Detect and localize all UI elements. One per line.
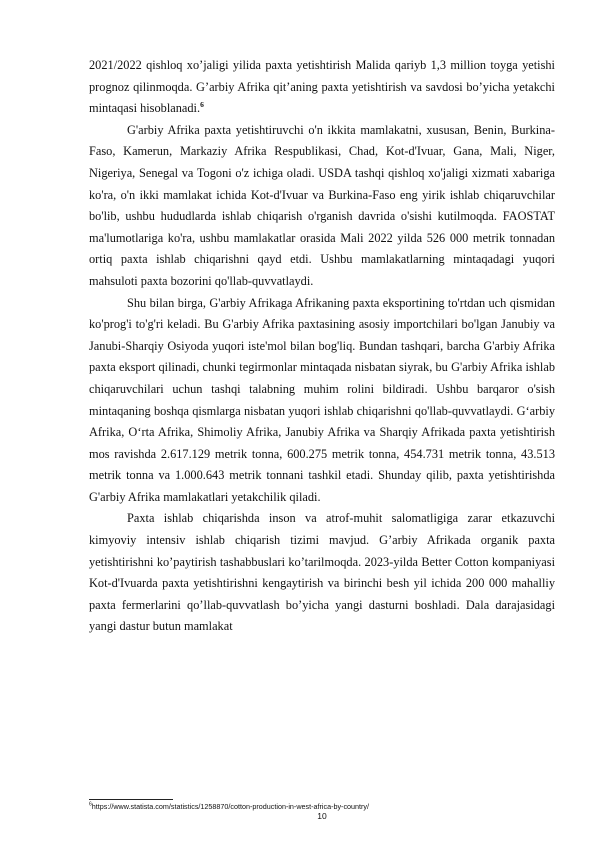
paragraph-1 bbox=[89, 55, 555, 120]
footnote-link[interactable]: https://www.statista.com/statistics/1258870/cotton-production-in-west-africa-by-country/ bbox=[91, 802, 370, 811]
document-body bbox=[89, 55, 555, 638]
paragraph-3: Shu bilan birga, G'arbiy Afrikaga Afrikaning paxta eksportining to'rtdan uch qismidan ko'prog'i to'g'ri keladi. Bu G'arbiy Afrika paxtasining asosiy importchilari bo'lgan Janubiy va Janubi-Sharqiy Osiyoda yuqori iste'mol bilan bog'liq. Bundan tashqari, barcha G'arbiy Afrika paxta eksport qilinadi, chunki tegirmonlar mintaqada nisbatan siyrak, bu G'arbiy Afrika ishlab chiqaruvchilari uchun tashqi talabning muhim rolini bildiradi. Ushbu barqaror o'sish mintaqaning boshqa qismlarga nisbatan yuqori ishlab chiqarishni qo'llab-quvvatlaydi. G‘arbiy Afrika, O‘rta Afrika, Shimoliy Afrika, Janubiy Afrika va Sharqiy Afrikada paxta yetishtirish mos ravishda 2.617.129 metrik tonna, 600.275 metrik tonna, 454.731 metrik tonna, 43.513 metrik tonna va 1.000.643 metrik tonnani tashkil etadi. Shunday qilib, paxta yetishtirishda G'arbiy Afrika mamlakatlari yetakchilik qiladi. bbox=[89, 295, 555, 504]
paragraph-4: Paxta ishlab chiqarishda inson va atrof-muhit salomatligiga zarar etkazuvchi kimyoviy intensiv ishlab chiqarish tizimi mavjud. G’arbiy Afrikada organik paxta yetishtirishni ko’paytirish tashabbuslari ko’tarilmoqda. 2023-yilda Better Cotton kompaniyasi Kot-d'Ivuarda paxta yetishtirishni kengaytirish va birinchi besh yil ichida 200 000 mahalliy paxta fermerlarini qo’llab-quvvatlash bo’yicha yangi dasturni boshladi. Dala darajasidagi yangi dastur butun mamlakat bbox=[89, 511, 555, 634]
paragraph-2: G'arbiy Afrika paxta yetishtiruvchi o'n ikkita mamlakatni, xususan, Benin, Burkina-Faso, Kamerun, Markaziy Afrika Respublikasi, Chad, Kot-d'Ivuar, Gana, Mali, Niger, Nigeriya, Senegal va Togoni o'z ichiga oladi. USDA tashqi qishloq xo'jaligi xizmati xabariga ko'ra, o'n ikki mamlakat ichida Kot-d'Ivuar va Burkina-Faso eng yirik ishlab chiqaruvchilar bo'lib, ushbu hududlarda ishlab chiqarish o'rganish davrida o'sishi kutilmoqda. FAOSTAT ma'lumotlariga ko'ra, ushbu mamlakatlar orasida Mali 2022 yilda 526 000 metrik tonnadan ortiq paxta ishlab chiqarishni qayd etdi. Ushbu mamlakatlarning mintaqadagi yuqori mahsuloti paxta bozorini qo'llab-quvvatlaydi. bbox=[89, 122, 555, 288]
paragraph-1-text: 2021/2022 qishloq xo’jaligi yilida paxta yetishtirish Malida qariyb 1,3 million toyga yetishi prognoz qilinmoqda. G’arbiy Afrika qit’aning paxta yetishtirish va savdosi bo’yicha yetakchi mintaqasi hisoblanadi. bbox=[89, 58, 555, 116]
footnote-marker: 6 bbox=[89, 801, 92, 808]
page-number: 10 bbox=[317, 811, 327, 821]
footnote-reference[interactable]: 6 bbox=[200, 100, 204, 110]
footnote-divider bbox=[89, 799, 173, 800]
